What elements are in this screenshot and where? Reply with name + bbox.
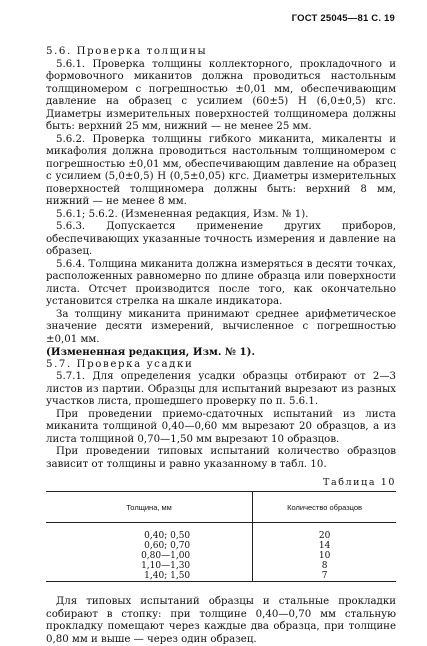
table-row — [46, 551, 396, 561]
table-row — [46, 541, 396, 551]
table-row — [46, 523, 396, 542]
table-cell-thickness: 1,40; 1,50 — [46, 571, 253, 582]
table-header-count: Количество образцов — [253, 492, 396, 523]
section-heading-5-6: 5.6. Проверка толщины — [46, 46, 208, 57]
paragraph-5-6-2: 5.6.2. Проверка толщины гибкого миканита, микаленты и микафолия должна проводиться настольным толщиномером с погрешностью ±0,01 мм, обеспечивающим давление на образец с усилием (5,0±0,5) Н (0,5±0,05) кгс. Диаметры измерительных поверхностей толщиномера должны быть: верхний 8 мм, нижний — не менее 8 мм. — [46, 133, 396, 207]
table-row — [46, 561, 396, 571]
table-caption: Таблица 10 — [323, 477, 396, 488]
paragraph-average: За толщину миканита принимают среднее арифметическое значение десяти измерений, вычисленное с погрешностью ±0,01 мм. — [46, 308, 396, 345]
table-cell-thickness: 1,10—1,30 — [46, 561, 253, 571]
paragraph-type-tests: При проведении типовых испытаний количество образцов зависит от толщины и равно указанному в табл. 10. — [46, 446, 396, 470]
paragraph-5-6-4: 5.6.4. Толщина миканита должна измеряться в десяти точках, расположенных равномерно по длине образца или поверхности листа. Отсчет производится после того, как окончательно установится стрелка на шкале индикатора. — [46, 258, 396, 307]
paragraph-5-7-1: 5.7.1. Для определения усадки образцы отбирают от 2—3 листов из партии. Образцы для испытаний вырезают из разных участков листа, прошедшего проверку по п. 5.6.1. — [46, 371, 396, 407]
table-cell-count: 20 — [318, 531, 331, 541]
paragraph-acceptance-tests: При проведении приемо-сдаточных испытаний из листа миканита толщиной 0,40—0,60 мм вырезают 20 образцов, а из листа толщиной 0,70—1,50 мм вырезают 10 образцов. — [46, 408, 396, 445]
table-cell-count: 8 — [321, 561, 328, 571]
paragraph-5-6-3: 5.6.3. Допускается применение других приборов, обеспечивающих указанные точность измерения и давление на образец. — [46, 221, 396, 257]
paragraph-5-6-1: 5.6.1. Проверка толщины коллекторного, прокладочного и формовочного миканитов должна проводиться настольным толщиномером с погрешностью ±0,01 мм, обеспечивающим давление на образец с усилием (60±5) Н (6,0±0,5) кгс. Диаметры измерительных поверхностей толщиномера должны быть: верхний 25 мм, нижний — не менее 25 мм. — [46, 58, 396, 132]
paragraph-stacking: Для типовых испытаний образцы и стальные прокладки собирают в стопку: при толщине 0,40—0,70 мм стальную прокладку помещают через каждые два образца, при толщине 0,80 мм и выше — через один образец. — [46, 596, 396, 645]
table-cell-thickness: 0,80—1,00 — [46, 551, 253, 561]
table-cell-count: 14 — [318, 541, 331, 551]
table-bottom-line — [46, 582, 396, 583]
table-header-thickness: Толщина, мм — [46, 492, 253, 523]
table-cell-count: 7 — [321, 571, 328, 581]
page-header: ГОСТ 25045—81 С. 19 — [291, 13, 395, 24]
section-heading-5-7: 5.7. Проверка усадки — [46, 358, 194, 370]
amendment-note: 5.6.1; 5.6.2. (Измененная редакция, Изм. № 1). — [56, 208, 309, 220]
table-cell-count: 10 — [318, 551, 331, 561]
table-bottom-rule — [46, 582, 396, 583]
page-content — [46, 46, 396, 646]
amendment-note: (Измененная редакция, Изм. № 1). — [46, 346, 256, 358]
table-row — [46, 571, 396, 582]
table-cell-thickness: 0,40; 0,50 — [46, 523, 253, 542]
table-cell-thickness: 0,60; 0,70 — [46, 541, 253, 551]
samples-table — [46, 491, 396, 582]
